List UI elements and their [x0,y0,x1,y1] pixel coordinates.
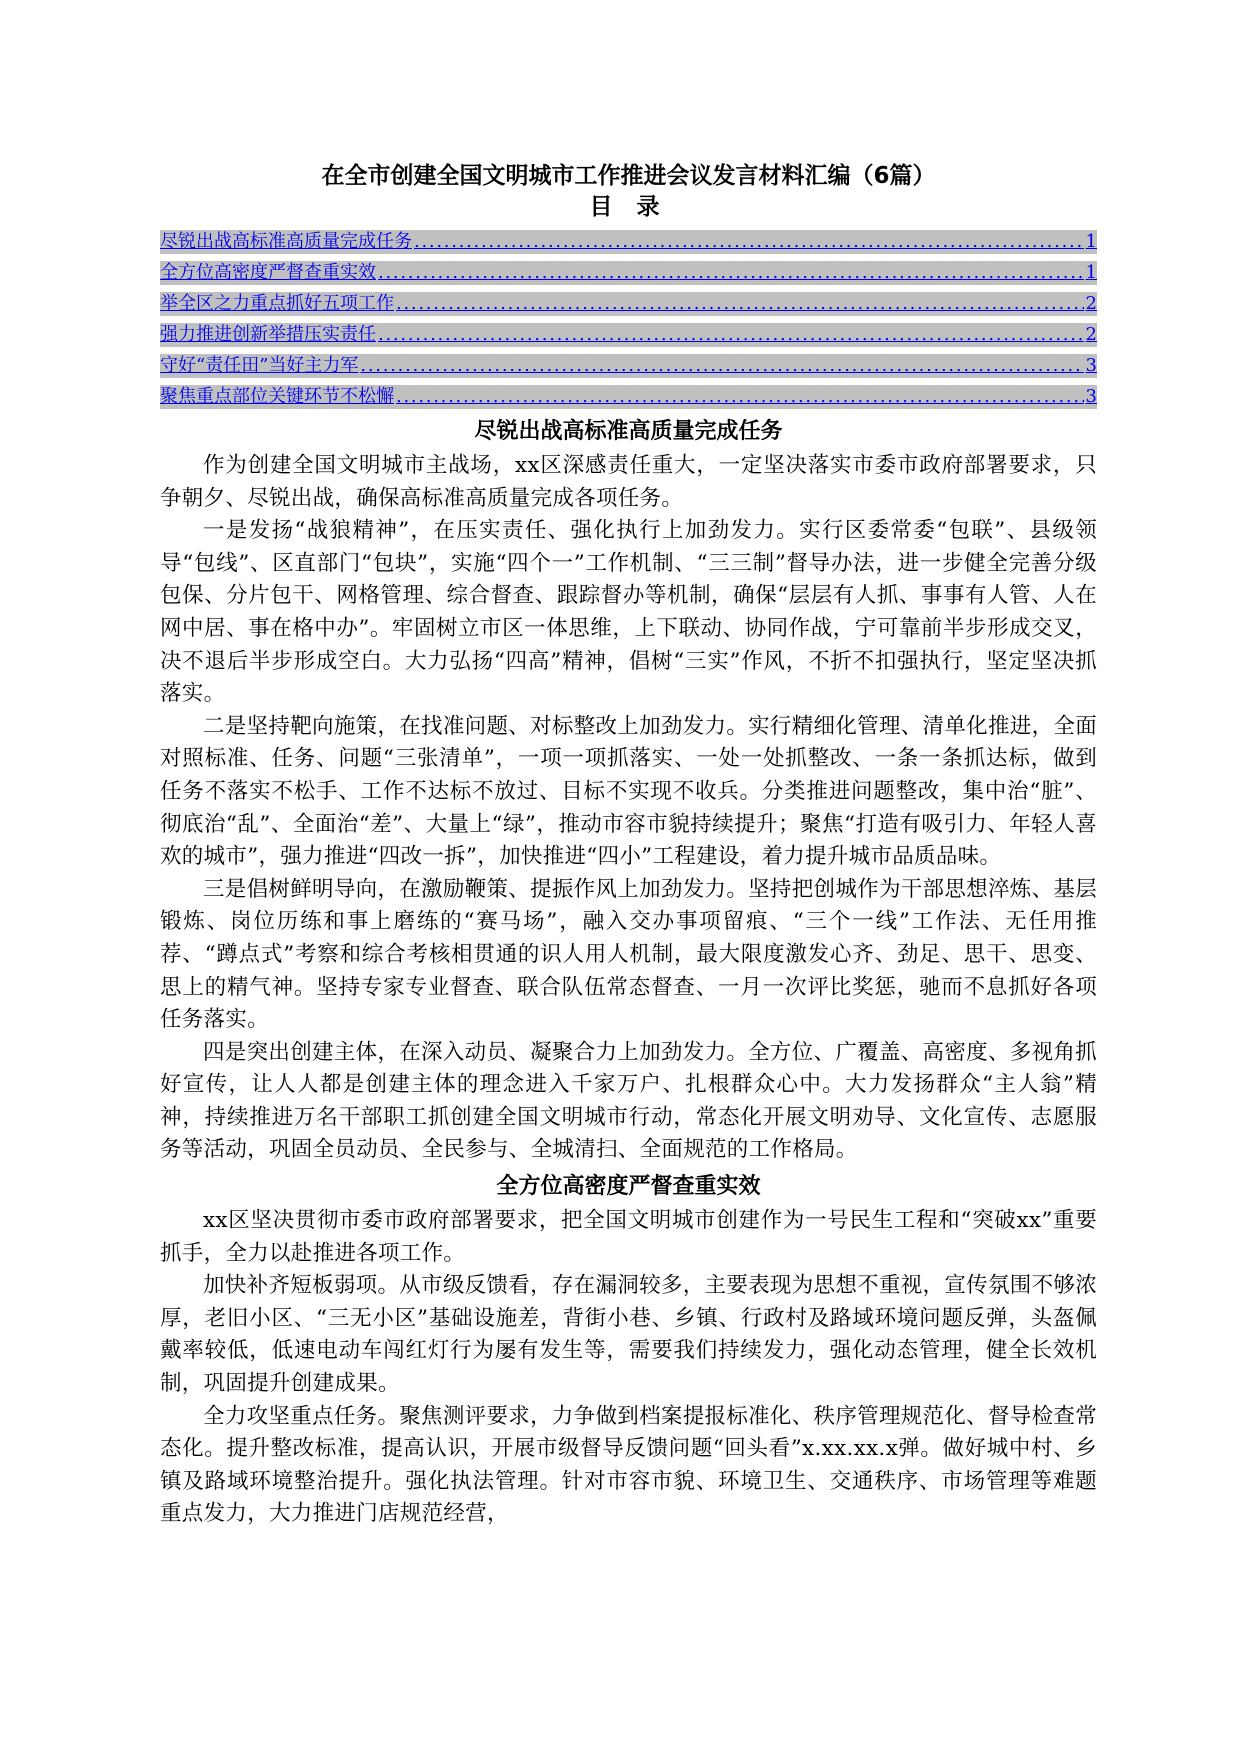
toc-page-number[interactable]: 1 [1085,262,1097,283]
paragraph: 加快补齐短板弱项。从市级反馈看，存在漏洞较多，主要表现为思想不重视，宣传氛围不够浓厚，老旧小区、“三无小区”基础设施差，背街小巷、乡镇、行政村及路域环境问题反弹，头盔佩戴率较低，低速电动车闯红灯行为屡有发生等，需要我们持续发力，强化动态管理，健全长效机制，巩固提升创建成果。 [160,1273,1097,1397]
toc-entry-3[interactable] [160,292,1097,316]
toc-page-number[interactable]: 3 [1085,386,1097,407]
toc-leader-dots [414,230,1084,254]
section-2 [160,1171,1097,1531]
toc-page-number[interactable]: 2 [1085,293,1097,314]
toc-page-number[interactable]: 2 [1085,324,1097,345]
paragraph: 作为创建全国文明城市主战场，xx区深感责任重大，一定坚决落实市委市政府部署要求，只争朝夕、尽锐出战，确保高标准高质量完成各项任务。 [160,453,1097,511]
toc-entry-4[interactable] [160,323,1097,347]
toc-entry-label[interactable]: 举全区之力重点抓好五项工作 [160,293,394,314]
toc-entry-label[interactable]: 强力推进创新举措压实责任 [160,324,376,345]
section-title: 尽锐出战高标准高质量完成任务 [474,419,783,444]
paragraph: 三是倡树鲜明导向，在激励鞭策、提振作风上加劲发力。坚持把创城作为干部思想淬炼、基层锻炼、岗位历练和事上磨练的“赛马场”，融入交办事项留痕、“三个一线”工作法、无任用推荐、“蹲点式”考察和综合考核相贯通的识人用人机制，最大限度激发心齐、劲足、思干、思变、思上的精气神。坚持专家专业督查、联合队伍常态督查、一月一次评比奖惩，驰而不息抓好各项任务落实。 [160,876,1097,1033]
paragraph: 一是发扬“战狼精神”，在压实责任、强化执行上加劲发力。实行区委常委“包联”、县级领导“包线”、区直部门“包块”，实施“四个一”工作机制、“三三制”督导办法，进一步健全完善分级包保、分片包干、网格管理、综合督查、跟踪督办等机制，确保“层层有人抓、事事有人管、人在网中居、事在格中办”。牢固树立市区一体思维，上下联动、协同作战，宁可靠前半步形成交叉，决不退后半步形成空白。大力弘扬“四高”精神，倡树“三实”作风，不折不扣强执行，坚定坚决抓落实。 [160,518,1097,707]
toc-entry-label[interactable]: 守好“责任田”当好主力军 [160,355,359,376]
paragraph: xx区坚决贯彻市委市政府部署要求，把全国文明城市创建作为一号民生工程和“突破xx”重要抓手，全力以赴推进各项工作。 [160,1208,1097,1266]
toc-entry-label[interactable]: 尽锐出战高标准高质量完成任务 [160,231,412,252]
table-of-contents [160,230,1097,409]
paragraph: 二是坚持靶向施策，在找准问题、对标整改上加劲发力。实行精细化管理、清单化推进，全面对照标准、任务、问题“三张清单”，一项一项抓落实、一处一处抓整改、一条一条抓达标，做到任务不落实不松手、工作不达标不放过、目标不实现不收兵。分类推进问题整改，集中治“脏”、彻底治“乱”、全面治“差”、大量上“绿”，推动市容市貌持续提升；聚焦“打造有吸引力、年轻人喜欢的城市”，强力推进“四改一拆”，加快推进“四小”工程建设，着力提升城市品质品味。 [160,713,1097,870]
document-page [160,160,1097,1531]
document-title: 在全市创建全国文明城市工作推进会议发言材料汇编（6篇） [321,163,936,189]
toc-heading: 目 录 [589,194,668,220]
toc-leader-dots [378,323,1084,347]
toc-entry-label[interactable]: 聚焦重点部位关键环节不松懈 [160,386,394,407]
toc-leader-dots [396,292,1084,316]
toc-leader-dots [360,354,1083,378]
toc-entry-1[interactable] [160,230,1097,254]
section-title: 全方位高密度严督查重实效 [496,1174,761,1200]
section-1 [160,416,1097,1167]
paragraph: 全力攻坚重点任务。聚焦测评要求，力争做到档案提报标准化、秩序管理规范化、督导检查常态化。提升整改标准，提高认识，开展市级督导反馈问题“回头看”x.xx.xx.x弹。做好城中村、乡镇及路域环境整治提升。强化执法管理。针对市容市貌、环境卫生、交通秩序、市场管理等难题重点发力，大力推进门店规范经营， [160,1403,1097,1527]
paragraph: 四是突出创建主体，在深入动员、凝聚合力上加劲发力。全方位、广覆盖、高密度、多视角抓好宣传，让人人都是创建主体的理念进入千家万户、扎根群众心中。大力发扬群众“主人翁”精神，持续推进万名干部职工抓创建全国文明城市行动，常态化开展文明劝导、文化宣传、志愿服务等活动，巩固全员动员、全民参与、全城清扫、全面规范的工作格局。 [160,1039,1097,1163]
toc-entry-6[interactable] [160,385,1097,409]
toc-page-number[interactable]: 3 [1085,355,1097,376]
toc-leader-dots [396,385,1084,409]
toc-entry-2[interactable] [160,261,1097,285]
toc-entry-5[interactable] [160,354,1097,378]
toc-entry-label[interactable]: 全方位高密度严督查重实效 [160,262,376,283]
toc-page-number[interactable]: 1 [1085,231,1097,252]
toc-leader-dots [378,261,1084,285]
